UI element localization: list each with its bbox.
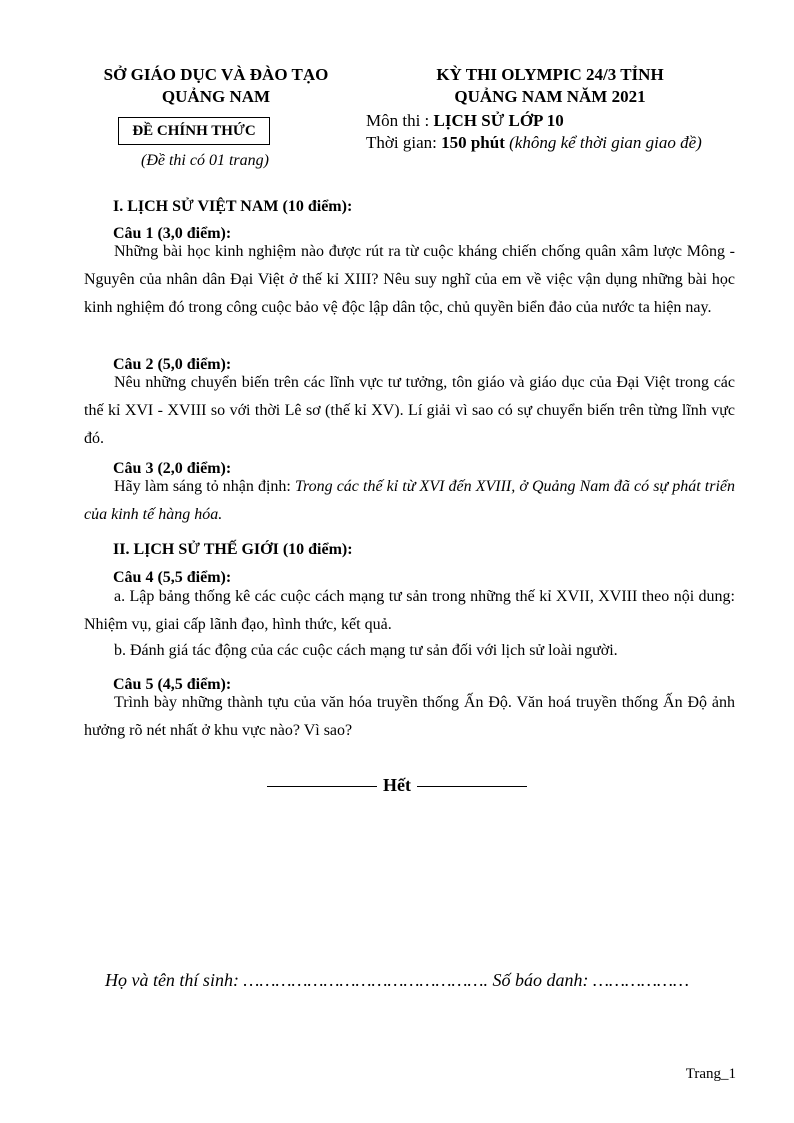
end-marker (0, 775, 794, 796)
page-number: Trang_1 (685, 1066, 736, 1082)
question-title: Câu 2 (5,0 điểm): (113, 356, 232, 373)
official-exam-box: ĐỀ CHÍNH THỨC (118, 117, 270, 145)
time-row (366, 132, 702, 154)
subject-label: Môn thi : (366, 111, 430, 130)
end-dash-left (267, 786, 377, 787)
question-item-a: a. Lập bảng thống kê các cuộc cách mạng tư sản trong những thế kỉ XVII, XVIII theo nội dung: Nhiệm vụ, giai cấp lãnh đạo, hình thức, kết quả. (84, 588, 735, 633)
question-text: Trình bày những thành tựu của văn hóa truyền thống Ấn Độ. Văn hoá truyền thống Ấn Độ ảnh hưởng rõ nét nhất ở khu vực nào? Vì sao? (84, 694, 735, 739)
page-count-note: (Đề thi có 01 trang) (141, 152, 269, 169)
end-text: Hết (383, 775, 411, 795)
section-title: II. LỊCH SỬ THẾ GIỚI (10 điểm): (113, 541, 353, 558)
question-title: Câu 1 (3,0 điểm): (113, 225, 232, 242)
exam-title: KỲ THI OLYMPIC 24/3 TỈNH (436, 65, 664, 84)
question-text-quote: Trong các thế kỉ từ XVI đến XVIII, ở Quảng Nam đã có sự phát triển của kinh tế hàng hóa. (84, 478, 735, 523)
question-text-plain: Hãy làm sáng tỏ nhận định: (114, 478, 295, 495)
department-name: SỞ GIÁO DỤC VÀ ĐÀO TẠO (103, 65, 329, 84)
subject-value: LỊCH SỬ LỚP 10 (433, 111, 564, 130)
subject-row (366, 110, 564, 132)
exam-title-line2: QUẢNG NAM NĂM 2021 (454, 87, 646, 106)
time-value: 150 phút (441, 133, 505, 152)
candidate-info-line: Họ và tên thí sinh: ………………………………………. Số báo danh: ……………… (104, 970, 690, 990)
province-name: QUẢNG NAM (161, 87, 271, 106)
question-text: Những bài học kinh nghiệm nào được rút ra từ cuộc kháng chiến chống quân xâm lược Mông - Nguyên của nhân dân Đại Việt ở thế kỉ XIII? Nêu suy nghĩ của em về việc vận dụng những bài học kinh nghiệm đó trong công cuộc bảo vệ độc lập dân tộc, chủ quyền biển đảo của nước ta hiện nay. (84, 243, 735, 316)
question-text (84, 473, 735, 529)
end-dash-right (417, 786, 527, 787)
question-item-b: b. Đánh giá tác động của các cuộc cách mạng tư sản đối với lịch sử loài người. (114, 642, 618, 659)
question-text: Nêu những chuyển biến trên các lĩnh vực tư tưởng, tôn giáo và giáo dục của Đại Việt trong các thế kỉ XVI - XVIII so với thời Lê sơ (thế kỉ XV). Lí giải vì sao có sự chuyển biến trên từng lĩnh vực đó. (84, 374, 735, 447)
time-label: Thời gian: (366, 133, 437, 152)
question-title: Câu 5 (4,5 điểm): (113, 676, 232, 693)
question-title: Câu 4 (5,5 điểm): (113, 569, 232, 586)
time-note: (không kể thời gian giao đề) (509, 133, 702, 152)
section-title: I. LỊCH SỬ VIỆT NAM (10 điểm): (113, 198, 353, 215)
question-title: Câu 3 (2,0 điểm): (113, 460, 232, 477)
